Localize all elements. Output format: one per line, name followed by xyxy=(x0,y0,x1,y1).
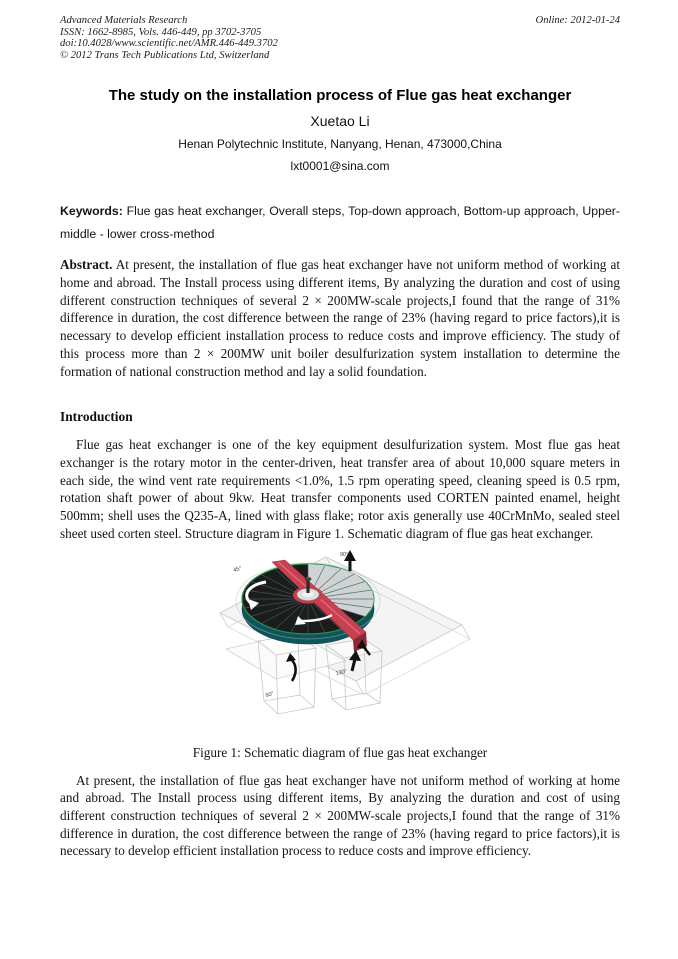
heat-exchanger-schematic xyxy=(214,549,486,735)
online-date: Online: 2012-01-24 xyxy=(535,15,620,26)
email-address: lxt0001@sina.com xyxy=(290,159,390,174)
journal-meta xyxy=(60,15,278,61)
author-name: Xuetao Li xyxy=(310,113,370,130)
paper-title: The study on the installation process of Flue gas heat exchanger xyxy=(108,87,572,105)
keywords-paragraph xyxy=(60,200,620,245)
copyright-line: © 2012 Trans Tech Publications Ltd, Switzerland xyxy=(60,49,270,61)
closing-paragraph: At present, the installation of flue gas heat exchanger have not uniform method of working at home and abroad. The Install process using different items, By analyzing the duration and cost of using different construction techniques of several 2 × 200MW-scale projects,I found that the range of 31% difference in duration, the cost difference between the range of 23% (having regard to price factors),it is necessary to develop efficient installation process to reduce costs and improve efficiency. xyxy=(60,772,620,859)
figure-label-130deg: 130° xyxy=(335,668,348,677)
figure-1 xyxy=(60,549,620,761)
journal-header xyxy=(60,15,620,61)
figure-label-60deg: 60° xyxy=(265,690,275,699)
keywords-text: Flue gas heat exchanger, Overall steps, Top-down approach, Bottom-up approach, Upper- middle - lower cross-method xyxy=(60,204,620,241)
abstract-paragraph xyxy=(60,256,620,380)
figure-label-45deg: 45° xyxy=(232,565,243,574)
section-heading-introduction: Introduction xyxy=(60,409,133,425)
figure-label-90deg: 90° xyxy=(340,551,349,558)
doi-line: doi:10.4028/www.scientific.net/AMR.446-449.3702 xyxy=(60,38,278,50)
issn-line: ISSN: 1662-8985, Vols. 446-449, pp 3702-3705 xyxy=(60,26,262,38)
journal-name: Advanced Materials Research xyxy=(60,15,188,26)
keywords-label: Keywords: xyxy=(60,204,123,219)
abstract-label: Abstract. xyxy=(60,257,113,273)
abstract-text: At present, the installation of flue gas heat exchanger have not uniform method of working at home and abroad. The Install process using different items, By analyzing the duration and cost of using different construction techniques of several 2 × 200MW-scale projects,I found that the range of 31% difference in duration, the cost difference between the range of 23% (having regard to price factors),it is necessary to develop efficient installation process to reduce costs and improve efficiency. The study of this process more than 2 × 200MW unit boiler desulfurization system installation to determine the formation of national construction method and lay a solid foundation. xyxy=(60,257,620,379)
affiliation: Henan Polytechnic Institute, Nanyang, Henan, 473000,China xyxy=(178,137,502,152)
figure-caption: Figure 1: Schematic diagram of flue gas heat exchanger xyxy=(192,744,488,760)
introduction-paragraph: Flue gas heat exchanger is one of the key equipment desulfurization system. Most flue gas heat exchanger is the rotary motor in the center-driven, heat transfer area of about 10,000 square meters in each side, the wind vent rate requirements <1.0%, 1.5 rpm operating speed, cleaning speed is 0.5 rpm, rotation shaft power of about 9kw. Heat transfer components used CORTEN painted enamel, height 500mm; shell uses the Q235-A, lined with glass flake; rotor axis generally use 40CrMnMo, sealed steel sheet used corten steel. Structure diagram in Figure 1. Schematic diagram of flue gas heat exchanger. xyxy=(60,437,620,541)
